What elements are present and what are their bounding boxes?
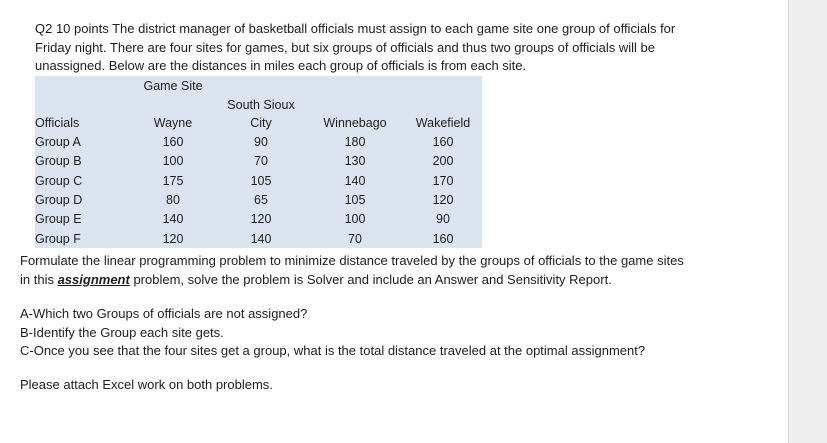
cell-a-wakefield: 160	[432, 135, 454, 149]
row-label-group-c: Group C	[35, 174, 83, 188]
cell-b-wakefield: 200	[432, 154, 454, 168]
formulate-paragraph	[20, 252, 780, 289]
row-label-group-f: Group F	[35, 232, 81, 246]
questions-list	[20, 305, 645, 361]
cell-c-south-sioux: 105	[250, 174, 272, 188]
cell-e-south-sioux: 120	[250, 212, 272, 226]
cell-b-winnebago: 130	[344, 154, 366, 168]
officials-header: Officials	[35, 116, 80, 130]
cell-c-wayne: 175	[162, 174, 184, 188]
cell-b-south-sioux: 70	[254, 154, 268, 168]
row-label-group-d: Group D	[35, 193, 83, 207]
cell-e-winnebago: 100	[344, 212, 366, 226]
intro-line-3: unassigned. Below are the distances in miles each group of officials is from each site.	[35, 58, 527, 73]
row-label-group-a: Group A	[35, 135, 81, 149]
distance-table	[35, 76, 482, 248]
cell-b-wayne: 100	[162, 154, 184, 168]
cell-e-wayne: 140	[162, 212, 184, 226]
question-b: B-Identify the Group each site gets.	[20, 324, 224, 340]
formulate-line-2-pre: in this	[20, 271, 58, 287]
problem-intro	[35, 20, 755, 76]
cell-f-winnebago: 70	[348, 232, 362, 246]
cell-d-south-sioux: 65	[254, 193, 268, 207]
assignment-keyword: assignment	[57, 271, 130, 287]
question-c: C-Once you see that the four sites get a group, what is the total distance traveled at the optimal assignment?	[20, 343, 646, 358]
col-header-south-sioux-line1: South Sioux	[227, 98, 295, 112]
question-a: A-Which two Groups of officials are not assigned?	[20, 306, 308, 321]
col-header-wayne: Wayne	[153, 116, 193, 130]
cell-f-wakefield: 160	[432, 232, 454, 246]
row-label-group-e: Group E	[35, 212, 82, 226]
cell-a-winnebago: 180	[344, 135, 366, 149]
cell-e-wakefield: 90	[436, 212, 450, 226]
row-label-group-b: Group B	[35, 154, 82, 168]
formulate-line-2-post: problem, solve the problem is Solver and include an Answer and Sensitivity Report.	[129, 271, 612, 287]
attach-instruction: Please attach Excel work on both problems.	[20, 377, 273, 392]
cell-a-wayne: 160	[162, 135, 184, 149]
intro-line-2: Friday night. There are four sites for games, but six groups of officials and thus two groups of officials will be	[35, 39, 655, 55]
cell-f-wayne: 120	[162, 232, 184, 246]
formulate-line-1: Formulate the linear programming problem to minimize distance traveled by the groups of officials to the game sites	[20, 253, 684, 268]
cell-f-south-sioux: 140	[250, 232, 272, 246]
intro-line-1: Q2 10 points The district manager of basketball officials must assign to each game site one group of officials for	[35, 21, 676, 36]
cell-d-winnebago: 105	[344, 193, 366, 207]
cell-d-wakefield: 120	[432, 193, 454, 207]
document-margin-gutter	[788, 0, 827, 443]
cell-c-winnebago: 140	[344, 174, 366, 188]
cell-d-wayne: 80	[166, 193, 180, 207]
col-header-wakefield: Wakefield	[415, 116, 471, 130]
cell-a-south-sioux: 90	[254, 135, 268, 149]
col-header-south-sioux-line2: City	[250, 116, 272, 130]
formulate-line-2	[20, 271, 780, 290]
game-site-header: Game Site	[143, 79, 203, 93]
cell-c-wakefield: 170	[432, 174, 454, 188]
col-header-winnebago: Winnebago	[323, 116, 387, 130]
